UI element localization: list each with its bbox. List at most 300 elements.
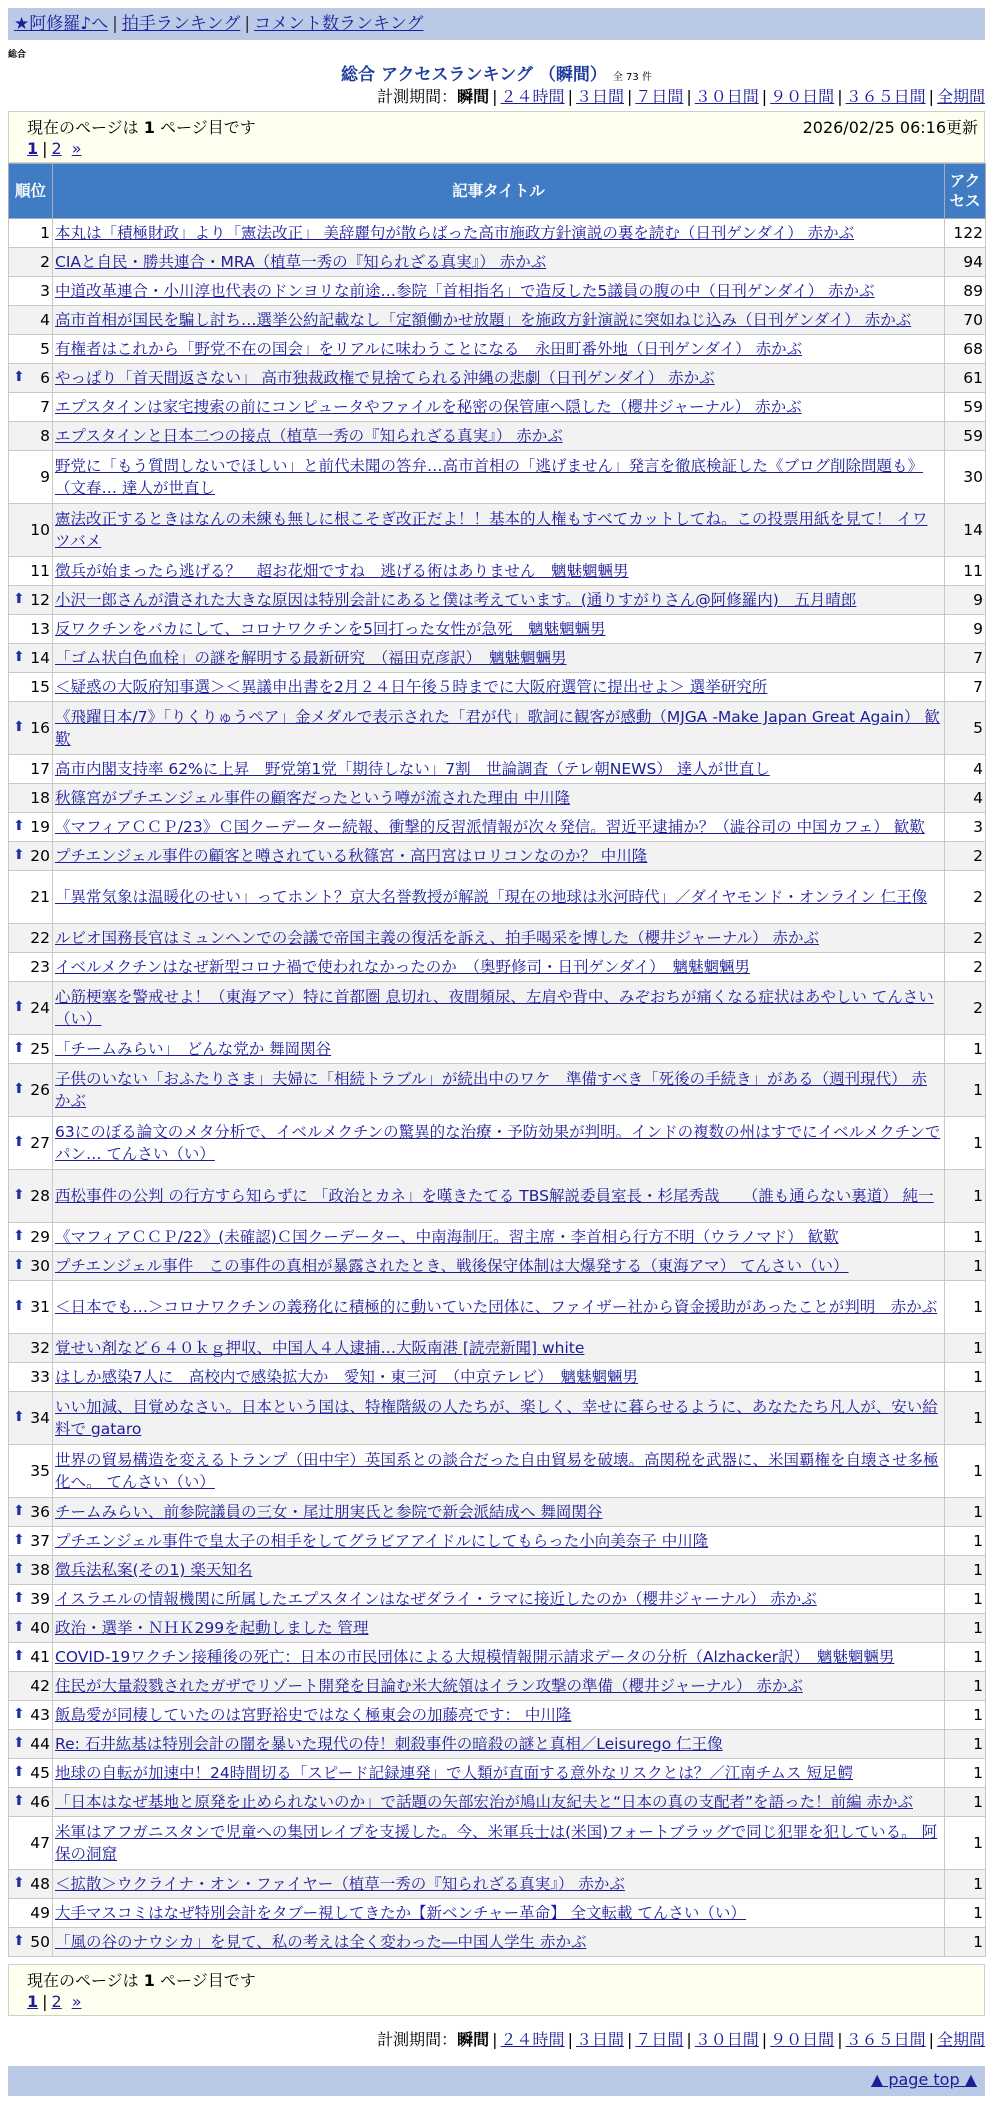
title-cell <box>53 451 945 504</box>
access-count: 2 <box>945 953 986 982</box>
title-header: 記事タイトル <box>53 164 945 219</box>
rank-number: 18 <box>30 789 50 807</box>
table-row <box>9 982 986 1035</box>
period-separator: | <box>686 2030 692 2049</box>
nav-separator: | <box>112 14 118 34</box>
title-cell <box>53 504 945 557</box>
article-link[interactable]: 《飛躍日本/7》「りくりゅうペア」金メダルで表示された「君が代」歌詞に観客が感動（MJGA -Make Japan Great Again） 歓歎 <box>55 708 940 748</box>
article-link[interactable]: 世界の貿易構造を変えるトランプ（田中宇）英国系との談合だった自由貿易を破壊。高関税を武器に、米国覇権を自壊させ多極化へ。 てんさい（い） <box>55 1451 939 1491</box>
article-link[interactable]: プチエンジェル事件 この事件の真相が暴露されたとき、戦後保守体制は大爆発する（東海アマ） てんさい（い） <box>55 1257 849 1275</box>
rank-number: 2 <box>40 253 50 271</box>
access-count: 1 <box>945 1759 986 1788</box>
page-separator: | <box>42 139 48 158</box>
article-link[interactable]: COVID-19ワクチン接種後の死亡：日本の市民団体による大規模情報開示請求データの分析（Alzhacker訳） 魑魅魍魎男 <box>55 1648 895 1666</box>
title-cell <box>53 1556 945 1585</box>
rank-cell <box>9 1334 53 1363</box>
up-arrow-icon: ⬆ <box>13 1590 25 1606</box>
article-link[interactable]: 秋篠宮がプチエンジェル事件の顧客だったという噂が流された理由 中川隆 <box>55 789 571 807</box>
article-link[interactable]: Re: 石井紘基は特別会計の闇を暴いた現代の侍！刺殺事件の暗殺の謎と真相／Leisurego 仁王像 <box>55 1735 723 1753</box>
article-link[interactable]: 「ゴム状白色血栓」の謎を解明する最新研究 （福田克彦訳） 魑魅魍魎男 <box>55 649 567 667</box>
comment-ranking-link[interactable]: コメント数ランキング <box>254 14 424 34</box>
access-count: 1 <box>945 1556 986 1585</box>
rank-cell <box>9 586 53 615</box>
access-count: 1 <box>945 1527 986 1556</box>
page-link-current[interactable]: 1 <box>27 1992 39 2011</box>
article-link[interactable]: 小沢一郎さんが潰された大きな原因は特別会計にあると僕は考えています。(通りすがりさん@阿修羅内) 五月晴郎 <box>55 591 857 609</box>
access-count: 1 <box>945 1281 986 1334</box>
access-count: 1 <box>945 1817 986 1870</box>
title-cell <box>53 1730 945 1759</box>
table-row <box>9 248 986 277</box>
rank-cell <box>9 924 53 953</box>
rank-number: 38 <box>30 1561 50 1579</box>
rank-cell <box>9 982 53 1035</box>
rank-number: 22 <box>30 929 50 947</box>
page-status <box>27 115 256 138</box>
table-row <box>9 953 986 982</box>
access-count: 9 <box>945 615 986 644</box>
access-count: 1 <box>945 1498 986 1527</box>
title-cell <box>53 1252 945 1281</box>
title-cell <box>53 1585 945 1614</box>
period-selector <box>377 86 985 108</box>
table-row <box>9 1170 986 1223</box>
section-label: 総合 <box>8 50 27 60</box>
rank-cell <box>9 1928 53 1957</box>
rank-cell <box>9 813 53 842</box>
article-link[interactable]: 徴兵法私案(その1) 楽天知名 <box>55 1561 253 1579</box>
period-separator: | <box>928 2030 934 2049</box>
title-cell <box>53 1363 945 1392</box>
access-count: 89 <box>945 277 986 306</box>
rank-number: 6 <box>40 369 50 387</box>
table-row <box>9 277 986 306</box>
rank-number: 47 <box>30 1834 50 1852</box>
table-row <box>9 364 986 393</box>
period-option-1[interactable]: ３日間 <box>575 87 624 106</box>
access-count: 30 <box>945 451 986 504</box>
up-arrow-icon: ⬆ <box>13 1081 25 1097</box>
period-option-0[interactable]: ２４時間 <box>500 87 565 106</box>
article-link[interactable]: 覚せい剤など６４０ｋｇ押収、中国人４人逮捕…大阪南港 [読売新聞] white <box>55 1339 585 1357</box>
clap-ranking-link[interactable]: 拍手ランキング <box>121 14 241 34</box>
updated-time: 2026/02/25 06:16更新 <box>802 118 978 137</box>
period-option-1[interactable]: ３日間 <box>575 2030 624 2049</box>
table-row <box>9 1899 986 1928</box>
title-cell <box>53 1899 945 1928</box>
period-separator: | <box>761 2030 768 2049</box>
rank-number: 39 <box>30 1590 50 1608</box>
rank-cell <box>9 1064 53 1117</box>
rank-number: 13 <box>30 620 50 638</box>
table-row <box>9 1035 986 1064</box>
period-current: 瞬間 <box>457 2030 490 2049</box>
up-arrow-icon: ⬆ <box>13 369 25 385</box>
rank-number: 43 <box>30 1706 50 1724</box>
period-separator: | <box>686 87 692 106</box>
rank-number: 50 <box>30 1933 50 1951</box>
table-row <box>9 924 986 953</box>
rank-number: 35 <box>30 1462 50 1480</box>
title-cell <box>53 1701 945 1730</box>
rank-number: 31 <box>30 1298 50 1316</box>
rank-number: 37 <box>30 1532 50 1550</box>
article-link[interactable]: 「異常気象は温暖化のせい」ってホント？京大名誉教授が解説「現在の地球は氷河時代」／ダイヤモンド・オンライン 仁王像 <box>55 888 928 906</box>
rank-number: 36 <box>30 1503 50 1521</box>
rank-number: 28 <box>30 1187 50 1205</box>
table-row <box>9 1870 986 1899</box>
table-row <box>9 1117 986 1170</box>
title-cell <box>53 1817 945 1870</box>
table-row <box>9 504 986 557</box>
title-cell <box>53 306 945 335</box>
article-link[interactable]: 「風の谷のナウシカ」を見て、私の考えは全く変わった―中国人学生 赤かぶ <box>55 1933 587 1951</box>
up-arrow-icon: ⬆ <box>13 1648 25 1664</box>
table-row <box>9 644 986 673</box>
up-arrow-icon: ⬆ <box>13 1040 25 1056</box>
period-option-5[interactable]: ３６５日間 <box>845 2030 926 2049</box>
rank-number: 12 <box>30 591 50 609</box>
article-link[interactable]: 《マフィアＣＣＰ/23》Ｃ国クーデーター続報、衝撃的反習派情報が次々発信。習近平逮捕か？（澁谷司の 中国カフェ） 歓歎 <box>55 818 925 836</box>
table-row <box>9 1817 986 1870</box>
table-row <box>9 1498 986 1527</box>
up-arrow-icon: ⬆ <box>13 1619 25 1635</box>
table-row <box>9 842 986 871</box>
title-cell <box>53 586 945 615</box>
period-option-2[interactable]: ７日間 <box>635 87 684 106</box>
article-link[interactable]: 政治・選挙・ＮＨＫ299を起動しました 管理 <box>55 1619 369 1637</box>
rank-number: 26 <box>30 1081 50 1099</box>
table-row <box>9 1445 986 1498</box>
table-row <box>9 755 986 784</box>
rank-cell <box>9 1585 53 1614</box>
rank-number: 9 <box>40 468 50 486</box>
title-cell <box>53 1035 945 1064</box>
article-link[interactable]: プチエンジェル事件の顧客と噂されている秋篠宮・高円宮はロリコンなのか？ 中川隆 <box>55 847 648 865</box>
pager-bottom <box>8 1964 985 2016</box>
title-cell <box>53 871 945 924</box>
title-cell <box>53 1527 945 1556</box>
page-top-link[interactable]: ▲ page top ▲ <box>870 2070 977 2089</box>
access-count: 1 <box>945 1117 986 1170</box>
up-arrow-icon: ⬆ <box>13 1561 25 1577</box>
rank-cell <box>9 1556 53 1585</box>
rank-number: 30 <box>30 1257 50 1275</box>
period-separator: | <box>928 87 934 106</box>
access-count: 1 <box>945 1585 986 1614</box>
period-label: 計測期間： <box>377 2030 458 2049</box>
period-option-6[interactable]: 全期間 <box>936 2030 985 2049</box>
access-count: 1 <box>945 1614 986 1643</box>
article-link[interactable]: 住民が大量殺戮されたガザでリゾート開発を目論む米大統領はイラン攻撃の準備（櫻井ジャーナル） 赤かぶ <box>55 1677 803 1695</box>
access-count: 1 <box>945 1928 986 1957</box>
rank-number: 49 <box>30 1904 50 1922</box>
up-arrow-icon: ⬆ <box>13 1187 25 1203</box>
title-cell <box>53 393 945 422</box>
up-arrow-icon: ⬆ <box>13 999 25 1015</box>
bottom-bar <box>8 2066 985 2096</box>
rank-number: 40 <box>30 1619 50 1637</box>
up-arrow-icon: ⬆ <box>13 1532 25 1548</box>
rank-number: 5 <box>40 340 50 358</box>
table-row <box>9 1788 986 1817</box>
title-cell <box>53 615 945 644</box>
up-arrow-icon: ⬆ <box>13 1503 25 1519</box>
page-separator: | <box>42 1992 48 2011</box>
title-cell <box>53 248 945 277</box>
up-arrow-icon: ⬆ <box>13 1228 25 1244</box>
rank-cell <box>9 1643 53 1672</box>
article-link[interactable]: CIAと自民・勝共連合・MRA（植草一秀の『知られざる真実』） 赤かぶ <box>55 253 547 271</box>
rank-number: 29 <box>30 1228 50 1246</box>
period-current: 瞬間 <box>457 87 490 106</box>
rank-number: 4 <box>40 311 50 329</box>
period-separator: | <box>567 2030 573 2049</box>
rank-cell <box>9 673 53 702</box>
article-link[interactable]: 反ワクチンをバカにして、コロナワクチンを5回打った女性が急死 魑魅魍魎男 <box>55 620 606 638</box>
rank-number: 20 <box>30 847 50 865</box>
article-link[interactable]: 心筋梗塞を警戒せよ！（東海アマ）特に首都圏 息切れ、夜間頻尿、左肩や背中、みぞおちが痛くなる症状はあやしい てんさい（い） <box>55 988 934 1028</box>
article-link[interactable]: 徴兵が始まったら逃げる？ 超お花畑ですね 逃げる術はありません 魑魅魍魎男 <box>55 562 629 580</box>
rank-cell <box>9 1117 53 1170</box>
up-arrow-icon: ⬆ <box>13 1875 25 1891</box>
title-cell <box>53 1223 945 1252</box>
page-next-link[interactable]: » <box>71 1992 82 2011</box>
access-count: 2 <box>945 982 986 1035</box>
rank-cell <box>9 335 53 364</box>
article-link[interactable]: はしか感染7人に 高校内で感染拡大か 愛知・東三河 （中京テレビ） 魑魅魍魎男 <box>55 1368 639 1386</box>
table-row <box>9 1672 986 1701</box>
rank-cell <box>9 1392 53 1445</box>
rank-number: 7 <box>40 398 50 416</box>
article-link[interactable]: 有権者はこれから「野党不在の国会」をリアルに味わうことになる 永田町番外地（日刊ゲンダイ） 赤かぶ <box>55 340 803 358</box>
title-cell <box>53 1759 945 1788</box>
access-count: 1 <box>945 1899 986 1928</box>
rank-cell <box>9 277 53 306</box>
article-link[interactable]: 本丸は「積極財政」より「憲法改正」 美辞麗句が散らばった高市施政方針演説の裏を読む（日刊ゲンダイ） 赤かぶ <box>55 224 855 242</box>
article-link[interactable]: 飯島愛が同棲していたのは宮野裕史ではなく極東会の加藤亮です： 中川隆 <box>55 1706 572 1724</box>
period-separator: | <box>837 87 843 106</box>
title-cell <box>53 1672 945 1701</box>
rank-header: 順位 <box>9 164 53 219</box>
title-cell <box>53 1498 945 1527</box>
access-count: 1 <box>945 1701 986 1730</box>
table-row <box>9 1223 986 1252</box>
rank-cell <box>9 1223 53 1252</box>
period-label: 計測期間： <box>377 87 458 106</box>
rank-number: 32 <box>30 1339 50 1357</box>
access-count: 1 <box>945 1334 986 1363</box>
up-arrow-icon: ⬆ <box>13 649 25 665</box>
title-cell <box>53 1928 945 1957</box>
period-option-2[interactable]: ７日間 <box>635 2030 684 2049</box>
rank-number: 46 <box>30 1793 50 1811</box>
rank-number: 48 <box>30 1875 50 1893</box>
rank-number: 33 <box>30 1368 50 1386</box>
table-row <box>9 702 986 755</box>
article-link[interactable]: チームみらい、前参院議員の三女・尾辻朋実氏と参院で新会派結成へ 舞岡関谷 <box>55 1503 603 1521</box>
table-row <box>9 1643 986 1672</box>
access-count: 1 <box>945 1252 986 1281</box>
article-link[interactable]: ＜疑惑の大阪府知事選＞＜異議申出書を2月２４日午後５時までに大阪府選管に提出せよ＞ 選挙研究所 <box>55 678 768 696</box>
up-arrow-icon: ⬆ <box>13 1735 25 1751</box>
article-link[interactable]: いい加減、目覚めなさい。日本という国は、特権階級の人たちが、楽しく、幸せに暮らせるように、あなたたち凡人が、安い給料で gataro <box>55 1398 938 1438</box>
title-cell <box>53 335 945 364</box>
period-separator: | <box>492 87 498 106</box>
rank-cell <box>9 1701 53 1730</box>
rank-cell <box>9 1672 53 1701</box>
access-count: 1 <box>945 1392 986 1445</box>
page-status-prefix: 現在のページは <box>27 1971 144 1990</box>
table-row <box>9 1759 986 1788</box>
period-option-4[interactable]: ９０日間 <box>770 2030 835 2049</box>
nav-separator: | <box>244 14 251 34</box>
article-link[interactable]: イスラエルの情報機関に所属したエプスタインはなぜダライ・ラマに接近したのか（櫻井ジャーナル） 赤かぶ <box>55 1590 817 1608</box>
table-row <box>9 422 986 451</box>
title-cell <box>53 1445 945 1498</box>
top-nav-bar <box>8 8 985 40</box>
access-count: 1 <box>945 1643 986 1672</box>
rank-cell <box>9 1527 53 1556</box>
access-count: 1 <box>945 1672 986 1701</box>
title-cell <box>53 673 945 702</box>
table-row <box>9 1363 986 1392</box>
title-cell <box>53 1064 945 1117</box>
table-row <box>9 615 986 644</box>
period-option-5[interactable]: ３６５日間 <box>845 87 926 106</box>
page-status-suffix: ページ目です <box>154 118 256 137</box>
access-count: 3 <box>945 813 986 842</box>
access-count: 1 <box>945 1223 986 1252</box>
article-link[interactable]: 高市首相が国民を騙し討ち…選挙公約記載なし「定額働かせ放題」を施政方針演説に突如ねじ込み（日刊ゲンダイ） 赤かぶ <box>55 311 912 329</box>
table-row <box>9 1928 986 1957</box>
page-title-line <box>0 60 993 85</box>
table-row <box>9 1252 986 1281</box>
table-row <box>9 1334 986 1363</box>
article-link[interactable]: 「日本はなぜ基地と原発を止められないのか」で話題の矢部宏治が鳩山友紀夫と“日本の真の支配者”を語った！前編 赤かぶ <box>55 1793 913 1811</box>
access-count: 1 <box>945 1363 986 1392</box>
period-option-4[interactable]: ９０日間 <box>770 87 835 106</box>
access-count: 14 <box>945 504 986 557</box>
table-row <box>9 1730 986 1759</box>
article-link[interactable]: イベルメクチンはなぜ新型コロナ禍で使われなかったのか （奥野修司・日刊ゲンダイ） 魑魅魍魎男 <box>55 958 751 976</box>
access-count: 122 <box>945 219 986 248</box>
up-arrow-icon: ⬆ <box>13 847 25 863</box>
article-link[interactable]: 《マフィアＣＣＰ/22》(未確認)Ｃ国クーデーター、中南海制圧。習主席・李首相ら行方不明（ウラノマド） 歓歎 <box>55 1228 839 1246</box>
period-separator: | <box>626 2030 633 2049</box>
article-link[interactable]: 高市内閣支持率 62%に上昇 野党第1党「期待しない」7割 世論調査（テレ朝NEWS） 達人が世直し <box>55 760 770 778</box>
period-option-3[interactable]: ３０日間 <box>694 2030 759 2049</box>
page-link-2[interactable]: 2 <box>51 1992 62 2011</box>
page-status-prefix: 現在のページは <box>27 118 144 137</box>
access-count: 1 <box>945 1870 986 1899</box>
title-cell <box>53 219 945 248</box>
up-arrow-icon: ⬆ <box>13 1409 25 1425</box>
article-link[interactable]: 西松事件の公判 の行方すら知らずに 「政治とカネ」を嘆きたてる TBS解説委員室長・杉尾秀哉 （誰も通らない裏道） 純一 <box>55 1187 934 1205</box>
access-count: 2 <box>945 871 986 924</box>
access-count: 94 <box>945 248 986 277</box>
period-separator: | <box>837 2030 843 2049</box>
access-count: 1 <box>945 1064 986 1117</box>
rank-cell <box>9 1498 53 1527</box>
page-status-suffix: ページ目です <box>154 1971 256 1990</box>
up-arrow-icon: ⬆ <box>13 1793 25 1809</box>
rank-cell <box>9 1281 53 1334</box>
article-link[interactable]: ＜拡散＞ウクライナ・オン・ファイヤー（植草一秀の『知られざる真実』） 赤かぶ <box>55 1875 625 1893</box>
table-row <box>9 306 986 335</box>
rank-number: 44 <box>30 1735 50 1753</box>
access-count: 1 <box>945 1788 986 1817</box>
period-selector-bottom <box>377 2029 985 2051</box>
rank-number: 42 <box>30 1677 50 1695</box>
title-cell <box>53 755 945 784</box>
page-next-link[interactable]: » <box>71 139 82 158</box>
page-link-2[interactable]: 2 <box>51 139 62 158</box>
article-link[interactable]: 野党に「もう質問しないでほしい」と前代未聞の答弁…高市首相の「逃げません」発言を徹底検証した《ブログ削除問題も》（文春… 達人が世直し <box>55 457 924 497</box>
rank-cell <box>9 248 53 277</box>
table-row <box>9 813 986 842</box>
article-link[interactable]: エプスタインは家宅捜索の前にコンピュータやファイルを秘密の保管庫へ隠した（櫻井ジャーナル） 赤かぶ <box>55 398 802 416</box>
period-option-0[interactable]: ２４時間 <box>500 2030 565 2049</box>
rank-number: 24 <box>30 999 50 1017</box>
access-count: 1 <box>945 1730 986 1759</box>
access-count: 59 <box>945 422 986 451</box>
access-count: 4 <box>945 755 986 784</box>
rank-number: 10 <box>30 521 50 539</box>
title-cell <box>53 982 945 1035</box>
period-option-3[interactable]: ３０日間 <box>694 87 759 106</box>
rank-cell <box>9 1788 53 1817</box>
period-option-6[interactable]: 全期間 <box>936 87 985 106</box>
article-link[interactable]: やっぱり「首天間返さない」 高市独裁政権で見捨てられる沖縄の悲劇（日刊ゲンダイ） 赤かぶ <box>55 369 715 387</box>
page-link-current[interactable]: 1 <box>27 139 39 158</box>
article-link[interactable]: 63にのぼる論文のメタ分析で、イベルメクチンの驚異的な治療・予防効果が判明。インドの複数の州はすでにイベルメクチンでパン… てんさい（い） <box>55 1123 941 1163</box>
total-count: 全 73 件 <box>612 72 652 83</box>
article-link[interactable]: 米軍はアフガニスタンで児童への集団レイプを支援した。今、米軍兵士は(米国)フォートブラッグで同じ犯罪を犯している。 阿保の洞窟 <box>55 1823 938 1863</box>
home-link[interactable]: ★阿修羅♪へ <box>14 14 109 34</box>
rank-number: 3 <box>40 282 50 300</box>
article-link[interactable]: 地球の自転が加速中！24時間切る「スピード記録連発」で人類が直面する意外なリスクとは？／江南チムス 短足鰐 <box>55 1764 853 1782</box>
access-count: 68 <box>945 335 986 364</box>
rank-number: 14 <box>30 649 50 667</box>
rank-cell <box>9 1445 53 1498</box>
article-link[interactable]: 大手マスコミはなぜ特別会計をタブー視してきたか【新ベンチャー革命】 全文転載 てんさい（い） <box>55 1904 746 1922</box>
article-link[interactable]: 「チームみらい」 どんな党か 舞岡関谷 <box>55 1040 332 1058</box>
article-link[interactable]: 中道改革連合・小川淳也代表のドンヨリな前途…参院「首相指名」で造反した5議員の腹の中（日刊ゲンダイ） 赤かぶ <box>55 282 875 300</box>
article-link[interactable]: 子供のいない「おふたりさま」夫婦に「相続トラブル」が続出中のワケ 準備すべき「死後の手続き」がある（週刊現代） 赤かぶ <box>55 1070 928 1110</box>
title-cell <box>53 422 945 451</box>
access-header: アクセス <box>945 164 986 219</box>
rank-cell <box>9 306 53 335</box>
title-cell <box>53 1788 945 1817</box>
article-link[interactable]: ルビオ国務長官はミュンヘンでの会議で帝国主義の復活を訴え、拍手喝采を博した（櫻井ジャーナル） 赤かぶ <box>55 929 819 947</box>
table-row <box>9 1585 986 1614</box>
article-link[interactable]: プチエンジェル事件で皇太子の相手をしてグラビアアイドルにしてもらった小向美奈子 中川隆 <box>55 1532 709 1550</box>
access-count: 4 <box>945 784 986 813</box>
rank-number: 45 <box>30 1764 50 1782</box>
title-cell <box>53 1870 945 1899</box>
article-link[interactable]: ＜日本でも…＞コロナワクチンの義務化に積極的に動いていた団体に、ファイザー社から資金援助があったことが判明 赤かぶ <box>55 1298 938 1316</box>
article-link[interactable]: エプスタインと日本二つの接点（植草一秀の『知られざる真実』） 赤かぶ <box>55 427 563 445</box>
rank-number: 17 <box>30 760 50 778</box>
period-separator: | <box>567 87 573 106</box>
rank-number: 27 <box>30 1134 50 1152</box>
rank-number: 11 <box>30 562 50 580</box>
rank-cell <box>9 393 53 422</box>
article-link[interactable]: 憲法改正するときはなんの未練も無しに根こそぎ改正だよ！！基本的人権もすべてカットしてね。この投票用紙を見て！ イワツバメ <box>55 510 928 550</box>
up-arrow-icon: ⬆ <box>13 591 25 607</box>
rank-cell <box>9 871 53 924</box>
